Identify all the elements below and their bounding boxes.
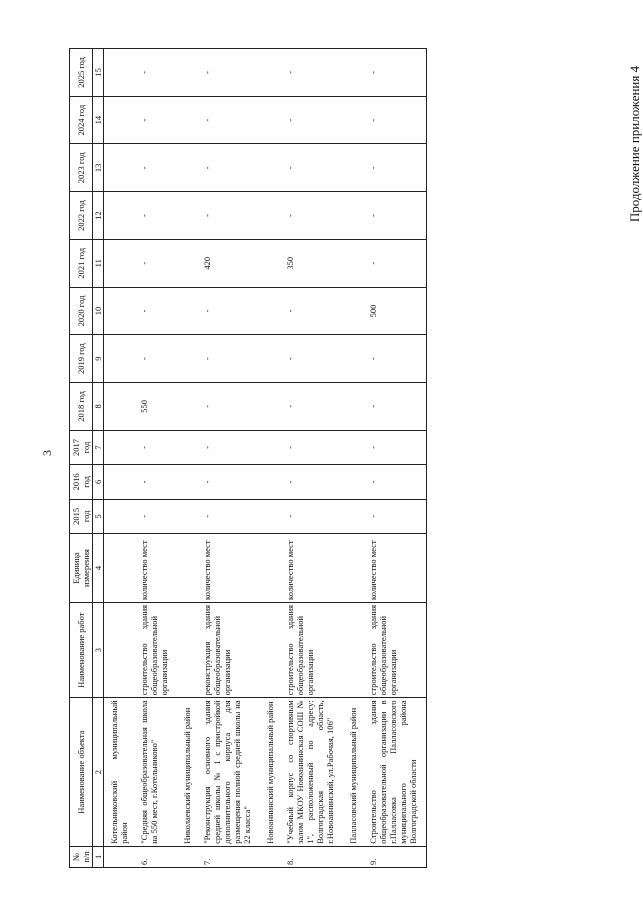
year-value: - bbox=[365, 144, 427, 192]
year-value: - bbox=[365, 499, 427, 533]
empty-cell bbox=[343, 430, 365, 464]
year-value: - bbox=[365, 335, 427, 383]
empty-cell bbox=[260, 239, 282, 287]
empty-cell bbox=[104, 192, 137, 240]
object-name: "Средняя общеобразовательная школа на 550 мест, г.Котельниково" bbox=[136, 698, 177, 846]
empty-cell bbox=[177, 287, 199, 335]
unit-name: количество мест bbox=[136, 534, 177, 603]
object-row bbox=[282, 49, 343, 868]
empty-cell bbox=[260, 144, 282, 192]
header-unit: Единица измерения bbox=[70, 534, 93, 603]
year-value: - bbox=[365, 239, 427, 287]
object-row bbox=[199, 49, 260, 868]
empty-cell bbox=[260, 192, 282, 240]
empty-cell bbox=[343, 144, 365, 192]
empty-cell bbox=[343, 465, 365, 499]
empty-cell bbox=[104, 499, 137, 533]
row-number-cell bbox=[177, 846, 199, 867]
appendix-caption: Продолжение приложения 4 bbox=[627, 65, 642, 223]
header-num: № п/п bbox=[70, 846, 93, 867]
year-value: - bbox=[199, 335, 260, 383]
year-value: 500 bbox=[365, 287, 427, 335]
empty-cell bbox=[177, 534, 199, 603]
object-name: Строительство здания общеобразовательной организации в г.Палласовка Палласовского муниципального района Волгоградской области bbox=[365, 698, 427, 846]
header-column-number: 10 bbox=[93, 287, 104, 335]
empty-cell bbox=[343, 192, 365, 240]
header-year: 2020 год bbox=[70, 287, 93, 335]
empty-cell bbox=[260, 430, 282, 464]
district-row bbox=[104, 49, 137, 868]
year-value: - bbox=[199, 144, 260, 192]
year-value: - bbox=[199, 96, 260, 144]
empty-cell bbox=[177, 144, 199, 192]
row-number: 7. bbox=[199, 846, 260, 867]
empty-cell bbox=[104, 430, 137, 464]
empty-cell bbox=[260, 499, 282, 533]
header-column-number: 9 bbox=[93, 335, 104, 383]
year-value: - bbox=[282, 335, 343, 383]
empty-cell bbox=[104, 96, 137, 144]
year-value: - bbox=[282, 430, 343, 464]
empty-cell bbox=[177, 383, 199, 431]
header-column-number: 2 bbox=[93, 698, 104, 846]
year-value: 550 bbox=[136, 383, 177, 431]
header-column-number: 5 bbox=[93, 499, 104, 533]
empty-cell bbox=[343, 96, 365, 144]
empty-cell bbox=[260, 335, 282, 383]
empty-cell bbox=[177, 335, 199, 383]
year-value: - bbox=[282, 96, 343, 144]
unit-name: количество мест bbox=[199, 534, 260, 603]
empty-cell bbox=[260, 534, 282, 603]
empty-cell bbox=[104, 383, 137, 431]
empty-cell bbox=[260, 465, 282, 499]
year-value: - bbox=[365, 192, 427, 240]
empty-cell bbox=[343, 383, 365, 431]
year-value: - bbox=[282, 144, 343, 192]
row-number: 6. bbox=[136, 846, 177, 867]
year-value: - bbox=[365, 383, 427, 431]
district-name: Николаевский муниципальный район bbox=[177, 698, 199, 846]
header-works: Наименование работ bbox=[70, 602, 93, 697]
empty-cell bbox=[177, 192, 199, 240]
unit-name: количество мест bbox=[282, 534, 343, 603]
investment-objects-table bbox=[69, 48, 427, 868]
empty-cell bbox=[104, 465, 137, 499]
empty-cell bbox=[343, 602, 365, 697]
empty-cell bbox=[104, 239, 137, 287]
year-value: - bbox=[199, 287, 260, 335]
district-name: Котельниковский муниципальный район bbox=[104, 698, 137, 846]
empty-cell bbox=[343, 534, 365, 603]
header-column-number: 13 bbox=[93, 144, 104, 192]
year-value: - bbox=[199, 383, 260, 431]
empty-cell bbox=[260, 383, 282, 431]
works-name: строительство здания общеобразовательной организации bbox=[365, 602, 427, 697]
object-row bbox=[365, 49, 427, 868]
header-year: 2016 год bbox=[70, 465, 93, 499]
row-number: 9. bbox=[365, 846, 427, 867]
object-name: "Реконструкция основного здания средней школы № 1 с пристройкой дополнительного корпуса для размещения полной средней школы на 22 класса" bbox=[199, 698, 260, 846]
district-row bbox=[177, 49, 199, 868]
empty-cell bbox=[177, 49, 199, 97]
year-value: - bbox=[282, 49, 343, 97]
year-value: - bbox=[199, 49, 260, 97]
header-object: Наименование объекта bbox=[70, 698, 93, 846]
year-value: - bbox=[282, 499, 343, 533]
header-column-number: 11 bbox=[93, 239, 104, 287]
year-value: - bbox=[136, 96, 177, 144]
year-value: - bbox=[365, 96, 427, 144]
empty-cell bbox=[104, 287, 137, 335]
object-row bbox=[136, 49, 177, 868]
works-name: строительство здания общеобразовательной организации bbox=[282, 602, 343, 697]
empty-cell bbox=[104, 534, 137, 603]
row-number: 8. bbox=[282, 846, 343, 867]
header-column-number: 4 bbox=[93, 534, 104, 603]
header-year: 2021 год bbox=[70, 239, 93, 287]
empty-cell bbox=[104, 49, 137, 97]
header-column-number: 14 bbox=[93, 96, 104, 144]
empty-cell bbox=[177, 602, 199, 697]
empty-cell bbox=[343, 49, 365, 97]
empty-cell bbox=[177, 430, 199, 464]
year-value: - bbox=[136, 49, 177, 97]
year-value: - bbox=[365, 49, 427, 97]
empty-cell bbox=[104, 602, 137, 697]
row-number-cell bbox=[104, 846, 137, 867]
row-number-cell bbox=[260, 846, 282, 867]
empty-cell bbox=[104, 144, 137, 192]
row-number-cell bbox=[343, 846, 365, 867]
year-value: - bbox=[282, 465, 343, 499]
year-value: - bbox=[282, 383, 343, 431]
empty-cell bbox=[260, 96, 282, 144]
year-value: - bbox=[199, 192, 260, 240]
works-name: реконструкция здания общеобразовательной организации bbox=[199, 602, 260, 697]
empty-cell bbox=[260, 49, 282, 97]
header-column-number: 8 bbox=[93, 383, 104, 431]
rotated-table-container bbox=[69, 48, 579, 868]
header-column-number: 3 bbox=[93, 602, 104, 697]
empty-cell bbox=[260, 287, 282, 335]
header-year: 2019 год bbox=[70, 335, 93, 383]
year-value: - bbox=[136, 192, 177, 240]
year-value: - bbox=[136, 287, 177, 335]
year-value: - bbox=[365, 430, 427, 464]
year-value: - bbox=[199, 430, 260, 464]
header-column-number: 15 bbox=[93, 49, 104, 97]
header-year: 2025 год bbox=[70, 49, 93, 97]
district-row bbox=[260, 49, 282, 868]
year-value: 350 bbox=[282, 239, 343, 287]
empty-cell bbox=[177, 239, 199, 287]
district-name: Палласовский муниципальный район bbox=[343, 698, 365, 846]
empty-cell bbox=[177, 96, 199, 144]
header-year: 2018 год bbox=[70, 383, 93, 431]
year-value: - bbox=[282, 192, 343, 240]
table-header bbox=[70, 49, 104, 868]
header-column-number: 12 bbox=[93, 192, 104, 240]
year-value: - bbox=[136, 499, 177, 533]
year-value: - bbox=[199, 499, 260, 533]
year-value: - bbox=[136, 144, 177, 192]
page-number: 3 bbox=[40, 450, 54, 456]
header-year: 2017 год bbox=[70, 430, 93, 464]
header-column-number: 1 bbox=[93, 846, 104, 867]
table-body bbox=[104, 49, 427, 868]
year-value: - bbox=[136, 465, 177, 499]
empty-cell bbox=[343, 287, 365, 335]
empty-cell bbox=[343, 335, 365, 383]
works-name: строительство здания общеобразовательной организации bbox=[136, 602, 177, 697]
header-year: 2024 год bbox=[70, 96, 93, 144]
year-value: - bbox=[199, 465, 260, 499]
header-year: 2023 год bbox=[70, 144, 93, 192]
empty-cell bbox=[343, 239, 365, 287]
empty-cell bbox=[343, 499, 365, 533]
year-value: - bbox=[136, 430, 177, 464]
empty-cell bbox=[177, 465, 199, 499]
year-value: - bbox=[282, 287, 343, 335]
district-name: Новоаннинский муниципальный район bbox=[260, 698, 282, 846]
empty-cell bbox=[260, 602, 282, 697]
empty-cell bbox=[177, 499, 199, 533]
object-name: "Учебный корпус со спортивным залом МКОУ Новоаннинская СОШ № 1", расположенный по адресу: Волгоградская область, г.Новоаннинский, ул.Рабочая, 106" bbox=[282, 698, 343, 846]
district-row bbox=[343, 49, 365, 868]
header-column-number: 6 bbox=[93, 465, 104, 499]
year-value: - bbox=[365, 465, 427, 499]
year-value: 420 bbox=[199, 239, 260, 287]
year-value: - bbox=[136, 239, 177, 287]
year-value: - bbox=[136, 335, 177, 383]
header-column-number: 7 bbox=[93, 430, 104, 464]
unit-name: количество мест bbox=[365, 534, 427, 603]
header-year: 2015 год bbox=[70, 499, 93, 533]
empty-cell bbox=[104, 335, 137, 383]
header-year: 2022 год bbox=[70, 192, 93, 240]
